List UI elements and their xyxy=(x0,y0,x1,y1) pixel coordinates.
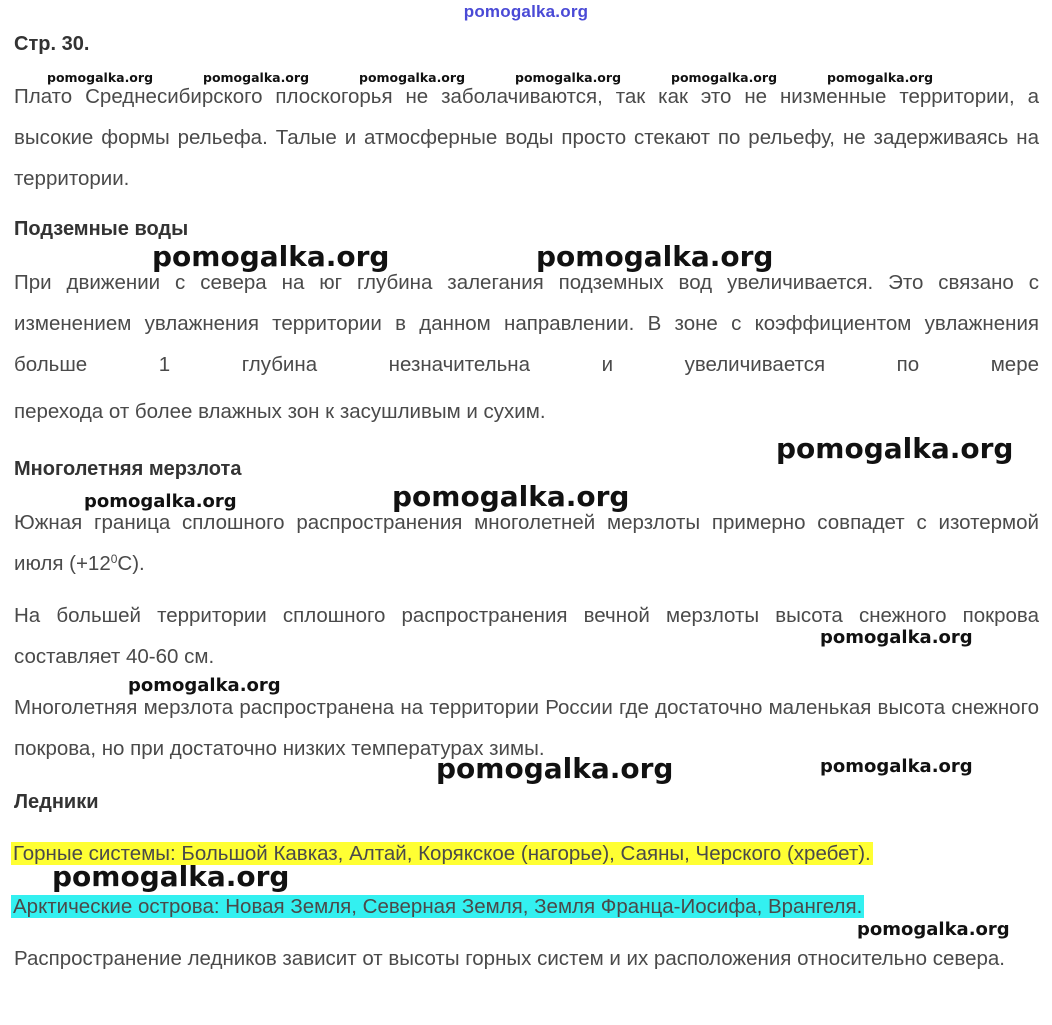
paragraph-snow-cover: На большей территории сплошного распространения вечной мерзлоты высота снежного покрова составляет 40-60 см. xyxy=(14,604,1039,668)
arctic-islands-text: Арктические острова: Новая Земля, Северная Земля, Земля Франца-Иосифа, Врангеля. xyxy=(13,895,863,918)
watermark: pomogalka.org xyxy=(47,70,154,85)
watermark: pomogalka.org xyxy=(671,70,778,85)
paragraph-ground-water: При движении с севера на юг глубина залегания подземных вод увеличивается. Это связано с изменением увлажнения территории в данном направлении. В зоне с коэффициентом увлажнения больше 1 глубина незначительна и увеличивается по мере xyxy=(14,271,1039,376)
watermark: pomogalka.org xyxy=(203,70,310,85)
paragraph-glaciers: Распространение ледников зависит от высоты горных систем и их расположения относительно севера. xyxy=(14,947,1005,970)
paragraph-permafrost-russia: Многолетняя мерзлота распространена на территории России где достаточно маленькая высота снежного покрова, но при достаточно низких температурах зимы. xyxy=(14,696,1039,760)
watermark: pomogalka.org xyxy=(536,240,774,273)
watermark: pomogalka.org xyxy=(776,432,1014,465)
watermark: pomogalka.org xyxy=(820,627,973,648)
heading-ground-water: Подземные воды xyxy=(14,218,189,240)
watermark: pomogalka.org xyxy=(359,70,466,85)
watermark: pomogalka.org xyxy=(392,480,630,513)
paragraph-plateau: Плато Среднесибирского плоскогорья не заболачиваются, так как это не низменные территории, а высокие формы рельефа. Талые и атмосферные воды просто стекают по рельефу, не задерживаясь на территории. xyxy=(14,85,1039,190)
watermark: pomogalka.org xyxy=(820,756,973,777)
watermark: pomogalka.org xyxy=(827,70,934,85)
paragraph-permafrost-border-end: С). xyxy=(117,552,145,575)
watermark: pomogalka.org xyxy=(152,240,390,273)
top-watermark: pomogalka.org xyxy=(463,2,589,21)
page-title: Стр. 30. xyxy=(14,33,90,55)
watermark: pomogalka.org xyxy=(857,919,1010,940)
superscript-degree: 0 xyxy=(110,552,118,566)
watermark: pomogalka.org xyxy=(84,491,237,512)
watermark: pomogalka.org xyxy=(515,70,622,85)
paragraph-ground-water-end: перехода от более влажных зон к засушливым и сухим. xyxy=(14,400,546,423)
watermark: pomogalka.org xyxy=(436,752,674,785)
watermark: pomogalka.org xyxy=(128,675,281,696)
heading-glaciers: Ледники xyxy=(14,791,99,813)
paragraph-permafrost-border-text: Южная граница сплошного распространения многолетней мерзлоты примерно совпадет с изотермой июля (+12 xyxy=(14,511,1039,575)
heading-permafrost: Многолетняя мерзлота xyxy=(14,458,242,480)
watermark: pomogalka.org xyxy=(52,860,290,893)
mountain-systems-text: Горные системы: Большой Кавказ, Алтай, Корякское (нагорье), Саяны, Черского (хребет). xyxy=(13,842,871,865)
paragraph-permafrost-border xyxy=(14,502,1039,584)
highlight-arctic-islands xyxy=(11,889,864,924)
